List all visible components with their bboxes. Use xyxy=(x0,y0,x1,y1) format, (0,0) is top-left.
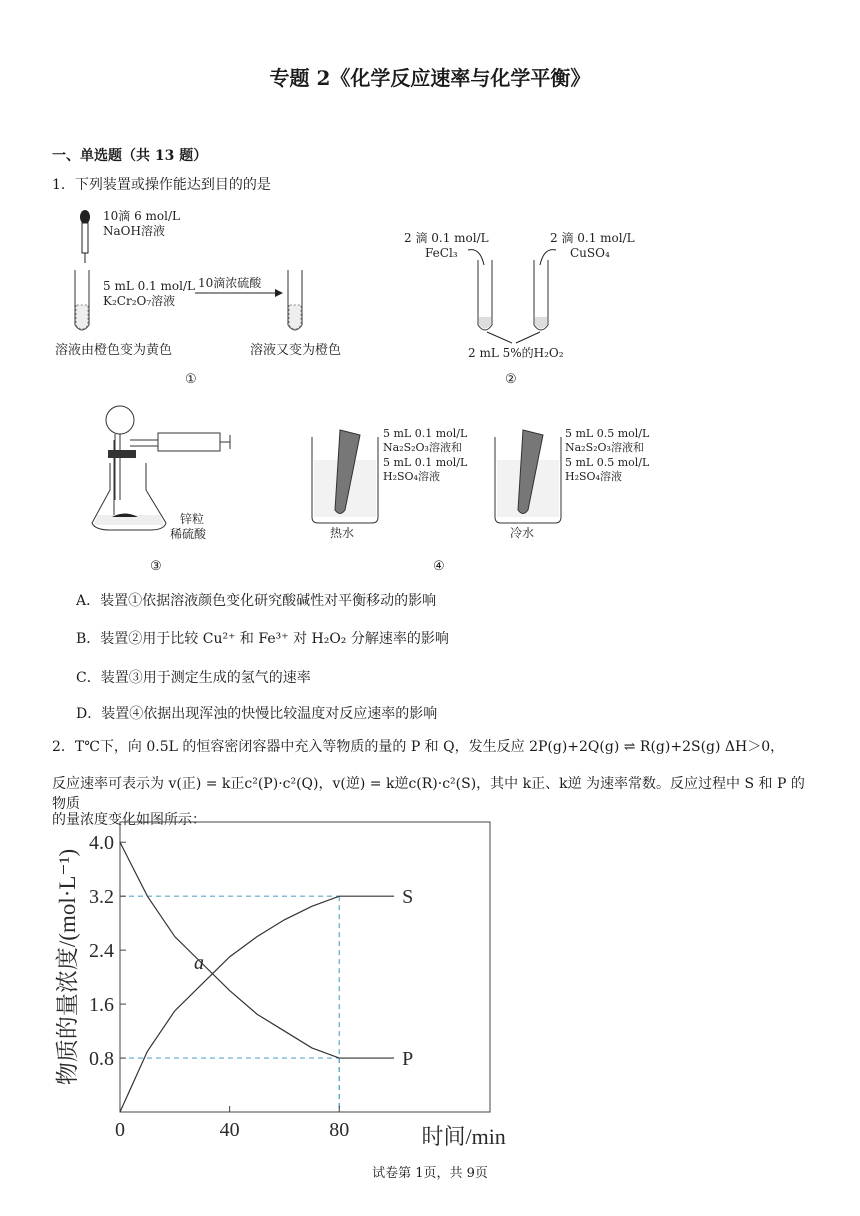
y-tick-label-1: 1.6 xyxy=(89,994,114,1017)
apparatus-2 xyxy=(404,231,635,387)
fig2-left-line2: FeCl₃ xyxy=(425,246,458,260)
fig1-left-caption: 溶液由橙色变为黄色 xyxy=(55,343,173,358)
fig1-drop-line1: 10滴 6 mol/L xyxy=(103,209,180,223)
x-tick-label-2: 80 xyxy=(329,1119,350,1141)
concentration-chart xyxy=(30,812,510,1157)
fig4-cold-line4: H₂SO₄溶液 xyxy=(565,470,622,483)
question-2-line1: 2．T℃下，向 0.5L 的恒容密闭容器中充入等物质的量的 P 和 Q，发生反应 2P(g)+2Q(g) ⇌ R(g)+2S(g) ΔH＞0， xyxy=(52,739,785,755)
series-line-S xyxy=(120,896,394,1112)
question-2-line2: 反应速率可表示为 v(正) = k正c²(P)·c²(Q)，v(逆) = k逆c(R)·c²(S)，其中 k正、k逆 为速率常数。反应过程中 S 和 P 的物质 xyxy=(52,776,805,812)
fig4-hot-line1: 5 mL 0.1 mol/L xyxy=(383,427,468,440)
fig4-cold-line3: 5 mL 0.5 mol/L xyxy=(565,456,650,469)
apparatus-1 xyxy=(55,209,341,387)
y-tick-label-4: 4.0 xyxy=(89,832,114,855)
fig1-tube-line1: 5 mL 0.1 mol/L xyxy=(103,279,195,293)
fig4-hot-line3: 5 mL 0.1 mol/L xyxy=(383,456,468,469)
y-tick-label-0: 0.8 xyxy=(89,1048,114,1071)
option-d: D．装置④依据出现浑浊的快慢比较温度对反应速率的影响 xyxy=(76,706,438,722)
x-tick-label-0: 0 xyxy=(115,1119,125,1141)
fig1-number: ① xyxy=(185,372,197,387)
series-label-S: S xyxy=(402,886,414,909)
annotation-a: a xyxy=(194,952,204,975)
apparatus-3 xyxy=(92,406,230,574)
series-label-P: P xyxy=(402,1048,414,1071)
section-heading: 一、单选题（共 13 题） xyxy=(52,148,208,164)
question-1-stem: 1．下列装置或操作能达到目的的是 xyxy=(52,177,271,193)
fig2-right-line2: CuSO₄ xyxy=(570,246,610,260)
fig1-right-caption: 溶液又变为橙色 xyxy=(250,343,342,358)
fig4-hot-line4: H₂SO₄溶液 xyxy=(383,470,440,483)
fig2-number: ② xyxy=(505,372,517,387)
fig2-right-line1: 2 滴 0.1 mol/L xyxy=(550,231,635,245)
page-title: 专题 2《化学反应速率与化学平衡》 xyxy=(269,66,591,90)
fig3-number: ③ xyxy=(150,559,162,574)
fig1-tube-line2: K₂Cr₂O₇溶液 xyxy=(103,294,176,308)
question-2-line3: 的量浓度变化如图所示： xyxy=(52,812,206,828)
apparatus-figure xyxy=(40,205,820,575)
fig1-drop-line2: NaOH溶液 xyxy=(103,224,165,238)
fig1-arrow-label: 10滴浓硫酸 xyxy=(198,276,262,290)
fig4-number: ④ xyxy=(433,559,445,574)
plot-frame xyxy=(120,822,490,1112)
option-c: C．装置③用于测定生成的氢气的速率 xyxy=(76,670,311,686)
x-axis-label: 时间/min xyxy=(421,1124,506,1149)
x-tick-label-1: 40 xyxy=(219,1119,240,1141)
fig4-cold-label: 冷水 xyxy=(510,526,535,540)
page-footer: 试卷第 1页，共 9页 xyxy=(372,1166,488,1181)
y-tick-label-2: 2.4 xyxy=(89,940,114,963)
fig4-cold-line2: Na₂S₂O₃溶液和 xyxy=(565,441,644,454)
option-a: A．装置①依据溶液颜色变化研究酸碱性对平衡移动的影响 xyxy=(76,593,437,609)
y-axis-label: 物质的量浓度/(mol·L⁻¹) xyxy=(55,848,80,1086)
series-line-P xyxy=(120,842,394,1058)
option-b: B．装置②用于比较 Cu²⁺ 和 Fe³⁺ 对 H₂O₂ 分解速率的影响 xyxy=(76,631,449,647)
fig3-label1: 锌粒 xyxy=(180,512,205,526)
fig2-left-line1: 2 滴 0.1 mol/L xyxy=(404,231,489,245)
fig2-bottom-label: 2 mL 5%的H₂O₂ xyxy=(468,346,564,360)
fig4-cold-line1: 5 mL 0.5 mol/L xyxy=(565,427,650,440)
fig4-hot-line2: Na₂S₂O₃溶液和 xyxy=(383,441,462,454)
fig3-label2: 稀硫酸 xyxy=(170,527,207,541)
y-tick-label-3: 3.2 xyxy=(89,886,114,909)
fig4-hot-label: 热水 xyxy=(330,526,355,540)
apparatus-4 xyxy=(312,427,650,574)
